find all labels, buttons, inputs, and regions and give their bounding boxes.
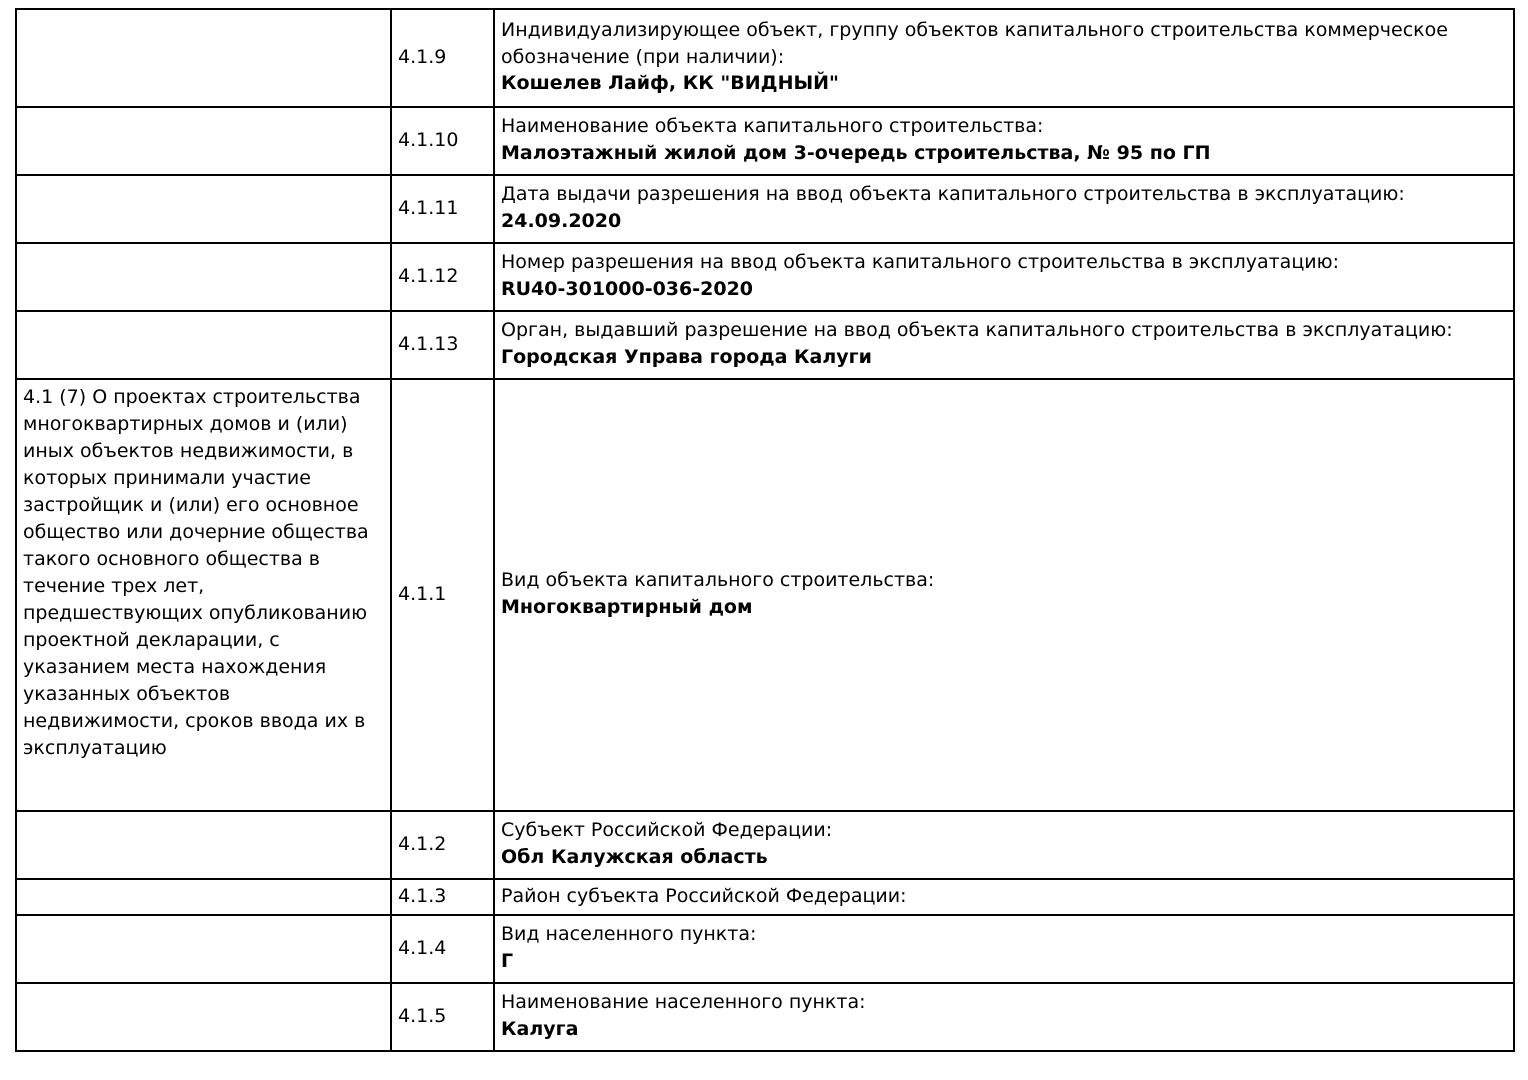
row-code: 4.1.12 [391,243,494,311]
section-cell-empty [16,915,391,983]
declaration-table [15,8,1515,1052]
table-row-section [16,379,1514,811]
row-code: 4.1.2 [391,811,494,879]
row-content [494,243,1514,311]
row-content [494,879,1514,915]
section-cell-empty [16,879,391,915]
row-code: 4.1.10 [391,107,494,175]
row-code: 4.1.4 [391,915,494,983]
row-content [494,175,1514,243]
table-row [16,9,1514,107]
row-content [494,915,1514,983]
section-cell-empty [16,311,391,379]
row-content [494,983,1514,1051]
row-label: Вид объекта капитального строительства: [501,569,935,592]
row-content [494,811,1514,879]
section-cell-empty [16,983,391,1051]
row-label: Индивидуализирующее объект, группу объектов капитального строительства коммерческое обозначение (при наличии): [501,18,1448,68]
section-cell-empty [16,9,391,107]
section-cell-empty [16,107,391,175]
table-row [16,811,1514,879]
row-value: Кошелев Лайф, КК "ВИДНЫЙ" [501,72,839,95]
table-row [16,107,1514,175]
row-content [494,311,1514,379]
row-value: RU40-301000-036-2020 [501,278,754,300]
row-code: 4.1.9 [391,9,494,107]
row-code: 4.1.5 [391,983,494,1051]
section-cell-empty [16,175,391,243]
row-label: Дата выдачи разрешения на ввод объекта капитального строительства в эксплуатацию: [501,183,1405,206]
section-note: 4.1 (7) О проектах строительства многоквартирных домов и (или) иных объектов недвижимости, в которых принимали участие застройщик и (или) его основное общество или дочерние общества такого основного общества в течение трех лет, предшествующих опубликованию проектной декларации, с указанием места нахождения указанных объектов недвижимости, сроков ввода их в эксплуатацию [16,379,391,811]
row-code: 4.1.1 [391,379,494,811]
row-label: Район субъекта Российской Федерации: [501,884,907,907]
row-label: Наименование населенного пункта: [501,991,866,1014]
section-cell-empty [16,811,391,879]
row-code: 4.1.13 [391,311,494,379]
row-value: Малоэтажный жилой дом 3-очередь строительства, № 95 по ГП [501,142,1211,164]
row-label: Субъект Российской Федерации: [501,819,833,842]
row-label: Вид населенного пункта: [501,923,757,946]
row-value: Многоквартирный дом [501,596,753,618]
row-content [494,107,1514,175]
row-code: 4.1.11 [391,175,494,243]
row-label: Наименование объекта капитального строительства: [501,115,1044,138]
table-row [16,879,1514,915]
row-label: Номер разрешения на ввод объекта капитального строительства в эксплуатацию: [501,251,1339,274]
table-row [16,915,1514,983]
row-label: Орган, выдавший разрешение на ввод объекта капитального строительства в эксплуатацию: [501,319,1453,342]
table-row [16,983,1514,1051]
section-cell-empty [16,243,391,311]
table-row [16,243,1514,311]
row-value: Г [501,950,514,972]
table-row [16,311,1514,379]
row-value: 24.09.2020 [501,210,622,232]
row-value: Калуга [501,1018,579,1040]
row-content [494,379,1514,811]
row-value: Обл Калужская область [501,846,768,868]
table-row [16,175,1514,243]
row-content [494,9,1514,107]
row-code: 4.1.3 [391,879,494,915]
row-value: Городская Управа города Калуги [501,346,872,368]
